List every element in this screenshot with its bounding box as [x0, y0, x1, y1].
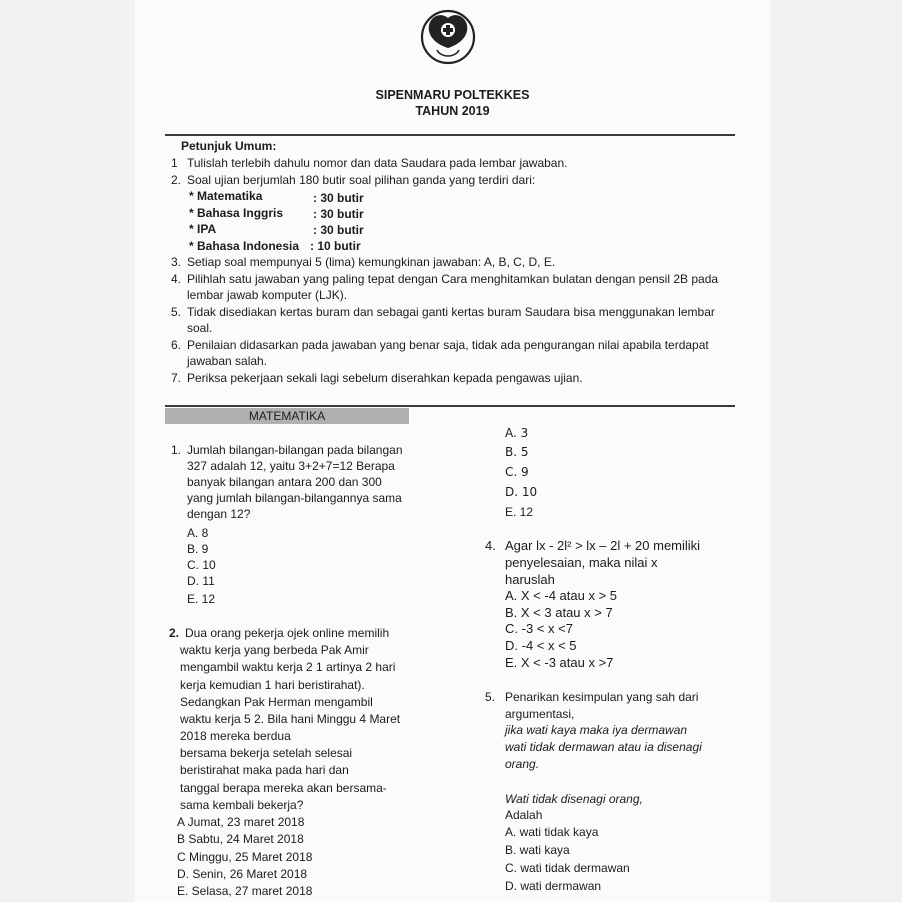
- question-text: beristirahat maka pada hari dan: [180, 763, 349, 777]
- question-text: dengan 12?: [187, 507, 251, 521]
- instruction-number: 7.: [171, 371, 182, 385]
- background-right: [770, 0, 902, 902]
- instruction-text: lembar jawab komputer (LJK).: [187, 288, 348, 302]
- premise-text: orang.: [505, 757, 540, 771]
- subject-name: * IPA: [189, 222, 217, 236]
- instruction-number: 2.: [171, 173, 182, 187]
- answer-option: B. wati kaya: [505, 843, 570, 857]
- instruction-number: 5.: [171, 305, 182, 319]
- answer-option: D. 10: [505, 485, 538, 499]
- premise-text: Wati tidak disenagi orang,: [505, 792, 643, 806]
- question-number: 1.: [171, 443, 182, 457]
- answer-option: A Jumat, 23 maret 2018: [177, 815, 305, 829]
- instruction-text: Tulislah terlebih dahulu nomor dan data Saudara pada lembar jawaban.: [187, 156, 568, 170]
- exam-paper: [135, 0, 770, 902]
- premise-text: wati tidak dermawan atau ia disenagi: [505, 740, 702, 754]
- instruction-text: soal.: [187, 321, 213, 335]
- question-text: Adalah: [505, 808, 543, 822]
- answer-option: D. 11: [187, 574, 215, 588]
- answer-option: B. X < 3 atau x > 7: [505, 605, 613, 620]
- instruction-number: 6.: [171, 338, 182, 352]
- instruction-text: Pilihlah satu jawaban yang paling tepat dengan Cara menghitamkan bulatan dengan pensil 2B pada: [187, 272, 719, 286]
- question-number: 5.: [485, 690, 496, 704]
- section-title: MATEMATIKA: [248, 409, 326, 423]
- answer-option: C. wati tidak dermawan: [505, 861, 630, 875]
- subject-name: * Matematika: [189, 189, 263, 203]
- answer-option: B. 9: [187, 542, 209, 556]
- exam-year: TAHUN 2019: [415, 104, 490, 118]
- answer-option: E. Selasa, 27 maret 2018: [177, 884, 313, 898]
- answer-option: E. 12: [187, 592, 216, 606]
- question-text: sama kembali bekerja?: [180, 798, 304, 812]
- question-text: kerja kemudian 1 hari beristirahat).: [180, 678, 365, 692]
- instruction-text: Soal ujian berjumlah 180 butir soal pilihan ganda yang terdiri dari:: [187, 173, 536, 187]
- question-number: 4.: [485, 538, 496, 553]
- question-number: 2.: [169, 626, 180, 640]
- answer-option: B. 5: [505, 445, 529, 459]
- answer-option: D. -4 < x < 5: [505, 638, 577, 653]
- answer-option: E. X < -3 atau x >7: [505, 655, 614, 670]
- answer-option: A. 3: [505, 426, 529, 440]
- premise-text: jika wati kaya maka iya dermawan: [505, 723, 688, 737]
- instruction-text: Setiap soal mempunyai 5 (lima) kemungkinan jawaban: A, B, C, D, E.: [187, 255, 556, 269]
- question-text: Dua orang pekerja ojek online memilih: [185, 626, 390, 640]
- exam-title: SIPENMARU POLTEKKES: [375, 88, 530, 102]
- question-text: argumentasi,: [505, 707, 575, 721]
- instruction-number: 4.: [171, 272, 182, 286]
- question-text: Agar lx - 2l² > lx – 2l + 20 memiliki: [505, 538, 701, 553]
- question-text: Penarikan kesimpulan yang sah dari: [505, 690, 699, 704]
- background-left: [0, 0, 135, 902]
- question-text: yang jumlah bilangan-bilangannya sama: [187, 491, 402, 505]
- subject-count: : 10 butir: [310, 239, 361, 253]
- question-text: 2018 mereka berdua: [180, 729, 291, 743]
- section-divider: [165, 405, 735, 407]
- question-text: waktu kerja yang berbeda Pak Amir: [180, 643, 369, 657]
- question-text: banyak bilangan antara 200 dan 300: [187, 475, 382, 489]
- answer-option: A. 8: [187, 526, 209, 540]
- subject-count: : 30 butir: [313, 207, 364, 221]
- question-text: bersama bekerja setelah selesai: [180, 746, 353, 760]
- instruction-text: Tidak disediakan kertas buram dan sebagai ganti kertas buram Saudara bisa menggunakan lembar: [187, 305, 715, 319]
- question-text: waktu kerja 5 2. Bila hani Minggu 4 Maret: [180, 712, 401, 726]
- instructions-heading: Petunjuk Umum:: [181, 139, 277, 153]
- subject-count: : 30 butir: [313, 223, 364, 237]
- answer-option: A. X < -4 atau x > 5: [505, 588, 618, 603]
- subject-count: : 30 butir: [313, 191, 364, 205]
- instruction-text: Periksa pekerjaan sekali lagi sebelum diserahkan kepada pengawas ujian.: [187, 371, 583, 385]
- answer-option: D. Senin, 26 Maret 2018: [177, 867, 308, 881]
- instruction-text: Penilaian didasarkan pada jawaban yang benar saja, tidak ada pengurangan nilai apabila terdapat: [187, 338, 709, 352]
- answer-option: C Minggu, 25 Maret 2018: [177, 850, 313, 864]
- instruction-text: jawaban salah.: [187, 354, 268, 368]
- instruction-number: 3.: [171, 255, 182, 269]
- subject-name: * Bahasa Indonesia: [189, 239, 300, 253]
- answer-option: B Sabtu, 24 Maret 2018: [177, 832, 304, 846]
- question-text: haruslah: [505, 572, 555, 587]
- answer-option: C. -3 < x <7: [505, 621, 573, 636]
- answer-option: D. wati dermawan: [505, 879, 602, 893]
- answer-option: C. 10: [187, 558, 216, 572]
- answer-option: A. wati tidak kaya: [505, 825, 599, 839]
- question-text: Jumlah bilangan-bilangan pada bilangan: [187, 443, 403, 457]
- header-divider: [165, 134, 735, 136]
- question-text: Sedangkan Pak Herman mengambil: [180, 695, 373, 709]
- question-text: penyelesaian, maka nilai x: [505, 555, 658, 570]
- subject-name: * Bahasa Inggris: [189, 206, 284, 220]
- bakti-husada-logo-icon: [419, 8, 477, 66]
- answer-option: E. 12: [505, 505, 534, 519]
- question-text: tanggal berapa mereka akan bersama-: [180, 781, 387, 795]
- instruction-number: 1: [171, 156, 178, 170]
- answer-option: C. 9: [505, 465, 529, 479]
- question-text: 327 adalah 12, yaitu 3+2+7=12 Berapa: [187, 459, 395, 473]
- question-text: mengambil waktu kerja 2 1 artinya 2 hari: [180, 660, 396, 674]
